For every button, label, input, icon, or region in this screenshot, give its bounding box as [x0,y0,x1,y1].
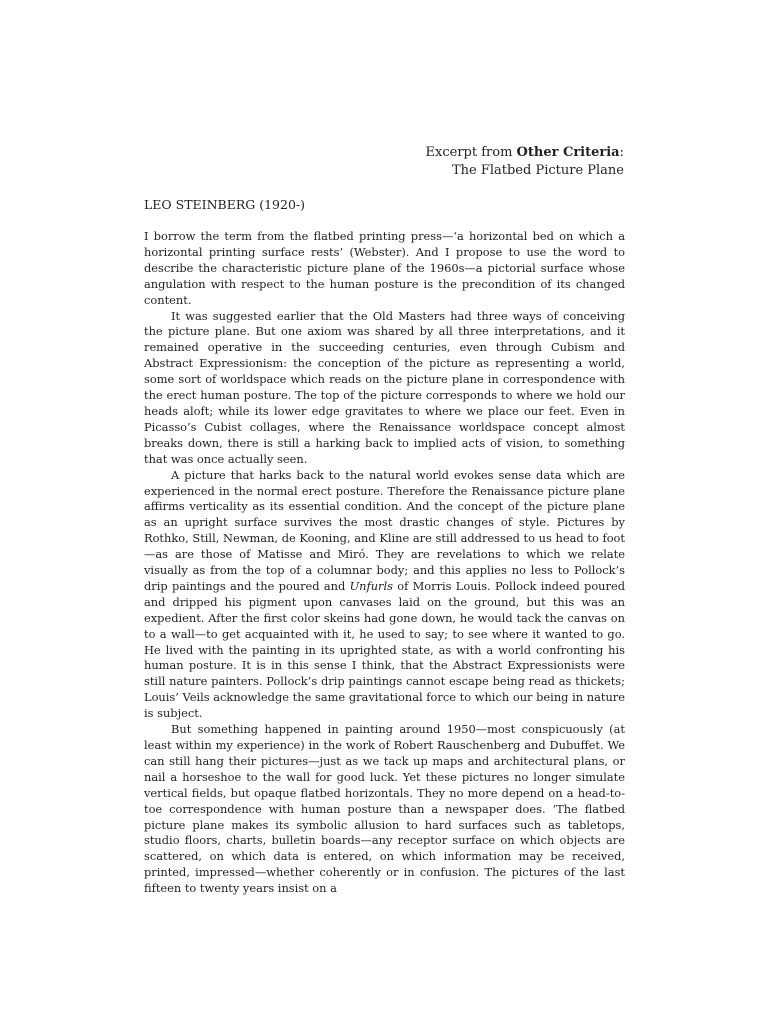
work-title: Other Criteria [516,145,620,160]
heading-line-2: The Flatbed Picture Plane [451,163,624,178]
heading-line-1 [426,144,624,162]
paragraph-1: I borrow the term from the flatbed printing press—‘a horizontal bed on which a horizontal printing surface rests’ (Webster). And I propose to use the word to describe the characteristic picture plane of the 1960s—a pictorial surface whose angulation with respect to the human posture is the precondition of its changed content. [144,229,625,307]
heading-colon: : [619,145,624,160]
unfurls-title: Unfurls [349,578,393,593]
essay-body [144,229,625,897]
excerpt-heading [426,144,624,180]
paragraph-3 [144,468,625,723]
paragraph-4: But something happened in painting around 1950—most conspicuously (at least within my experience) in the work of Robert Rauschenberg and Dubuffet. We can still hang their pictures—just as we tack up maps and architectural plans, or nail a horseshoe to the wall for good luck. Yet these pictures no longer simulate vertical fields, but opaque flatbed horizontals. They no more depend on a head-to-toe correspondence with human posture than a newspaper does. ‘The flatbed picture plane makes its symbolic allusion to hard surfaces such as tabletops, studio floors, charts, bulletin boards—any receptor surface on which objects are scattered, on which data is entered, on which information may be received, printed, impressed—whether coherently or in confusion. The pictures of the last fifteen to twenty years insist on a [144,722,625,896]
paragraph-2: It was suggested earlier that the Old Masters had three ways of conceiving the picture plane. But one axiom was shared by all three interpretations, and it remained operative in the succeeding centuries, even through Cubism and Abstract Expressionism: the conception of the picture as representing a world, some sort of worldspace which reads on the picture plane in correspondence with the erect human posture. The top of the picture corresponds to where we hold our heads aloft; while its lower edge gravitates to where we place our feet. Even in Picasso’s Cubist collages, where the Renaissance worldspace concept almost breaks down, there is still a harking back to implied acts of vision, to something that was once actually seen. [144,308,625,466]
paragraph-3-part-b: of Morris Louis. Pollock indeed poured and dripped his pigment upon canvases laid on the ground, but this was an expedient. After the first color skeins had gone down, he would tack the canvas on to a wall—to get acquainted with it, he used to say; to see where it wanted to go. He lived with the painting in its uprighted state, as with a world confronting his human posture. It is in this sense I think, that the Abstract Expressionists were still nature painters. Pollock’s drip paintings cannot escape being read as thickets; Louis’ Veils acknowledge the same gravitational force to which our being in nature is subject. [144,578,625,721]
heading-prefix: Excerpt from [425,145,517,160]
author-name: LEO STEINBERG (1920-) [144,197,306,212]
paragraph-3-part-a: A picture that harks back to the natural world evokes sense data which are experienced in the normal erect posture. Therefore the Renaissance picture plane affirms verticality as its essential condition. And the concept of the picture plane as an upright surface survives the most drastic changes of style. Pictures by Rothko, Still, Newman, de Kooning, and Kline are still addressed to us head to foot—as are those of Matisse and Miró. They are revelations to which we relate visually as from the top of a columnar body; and this applies no less to Pollock’s drip paintings and the poured and [144,467,625,593]
